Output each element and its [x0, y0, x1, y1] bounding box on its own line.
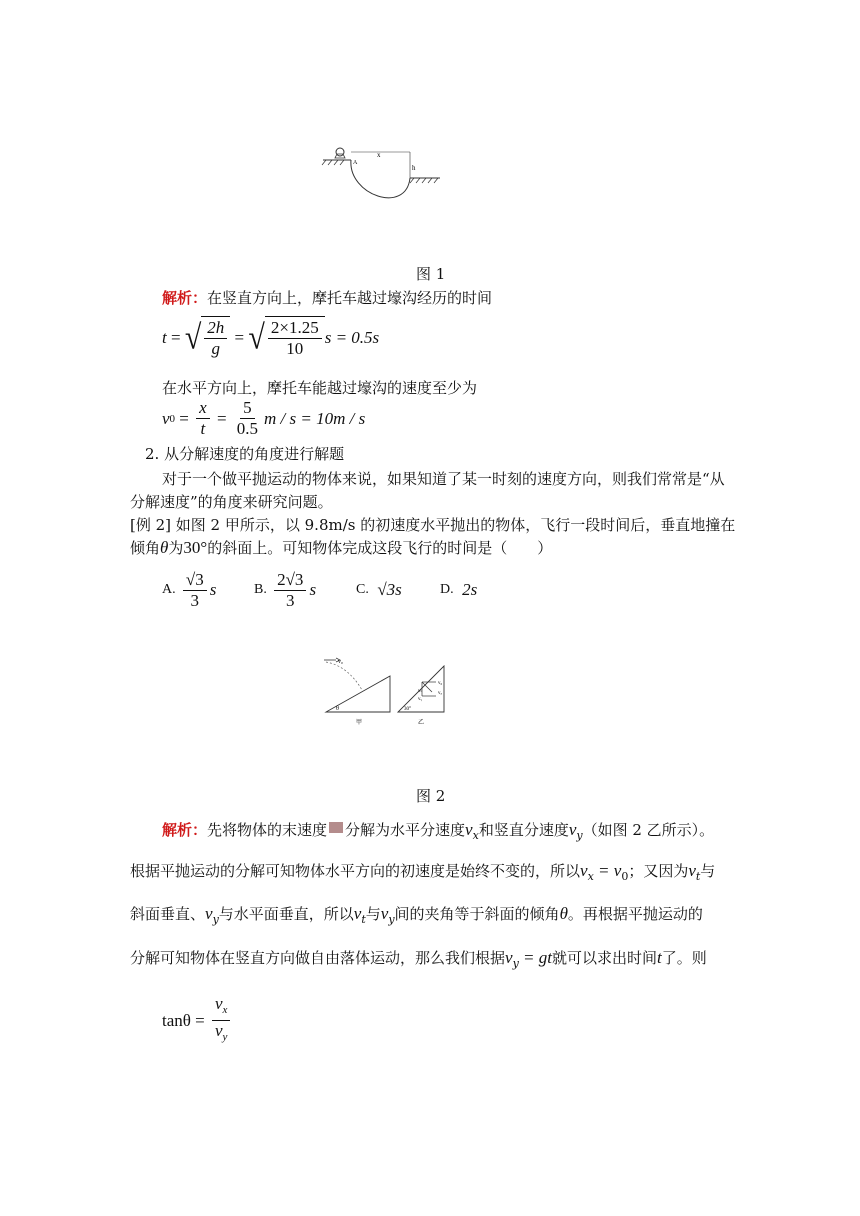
label-theta: θ — [336, 706, 339, 712]
label-a: A — [353, 160, 358, 166]
section-2-para-line-1: 对于一个做平抛运动的物体来说，如果知道了某一时刻的速度方向，则我们常常是“从 — [162, 470, 725, 488]
figure-1-caption: 图 1 — [416, 265, 446, 283]
figure-1-diagram — [318, 140, 448, 206]
example-2-line-2: 倾角θ为30°的斜面上。可知物体完成这段飞行的时间是（ ） — [130, 538, 553, 557]
label-vy: vᵧ — [418, 697, 422, 702]
label-vt: vₜ — [418, 689, 422, 694]
figure-2-caption: 图 2 — [416, 787, 446, 805]
equation-velocity: v 0 = $\frac{x}{t}$ = $\frac{5}{0.5}$ m / s = 10m / s — [162, 398, 366, 438]
solution-2-line-2: 根据平抛运动的分解可知物体水平方向的初速度是始终不变的，所以$v_x = v_0$；又因为$v_t$与 — [130, 861, 716, 883]
solution-1-line-1: 解析：在竖直方向上，摩托车越过壕沟经历的时间 — [162, 289, 493, 307]
label-v0-b: v₀ — [438, 681, 443, 686]
option-d: D. 2s — [440, 580, 478, 599]
option-a: A. $\frac{√3}{3}$ s — [162, 569, 217, 610]
solution-2-line-3: 斜面垂直、$v_y$与水平面垂直，所以$v_t$与$v_y$间的夹角等于斜面的倾角θ。再根据平抛运动的 — [130, 904, 703, 926]
label-v0: v₀ — [338, 659, 344, 665]
equation-time: t = √ $\frac{2h}{g}$ = √ $\frac{2\times 1.25}{10}$ s = 0.5s — [162, 318, 380, 358]
label-vx: vₓ — [438, 691, 442, 696]
label-h: h — [412, 164, 416, 172]
label-yi: 乙 — [418, 719, 425, 726]
solution-1-line-2: 在水平方向上，摩托车能越过壕沟的速度至少为 — [162, 379, 478, 397]
label-x: x — [377, 151, 381, 159]
option-c: C. √3s — [356, 580, 402, 599]
section-2-para-line-2: 分解速度”的角度来研究问题。 — [130, 493, 333, 511]
figure-2-diagram — [318, 652, 448, 736]
solution-2-line-1: 解析：先将物体的末速度 分解为水平分速度$v_x$和竖直分速度$v_y$（如图 2 乙所示）。 — [162, 820, 715, 842]
example-2-line-1: [例 2] 如图 2 甲所示，以 9.8m/s 的初速度水平抛出的物体，飞行一段时间后，垂直地撞在 — [130, 516, 736, 534]
label-jia: 甲 — [356, 719, 363, 726]
solution-2-line-4: 分解可知物体在竖直方向做自由落体运动，那么我们根据$v_y$ = gt就可以求出时间t了。则 — [130, 948, 707, 970]
velocity-image-icon — [329, 822, 343, 833]
label-angle: 30° — [404, 707, 411, 712]
section-2-heading: 2. 从分解速度的角度进行解题 — [145, 445, 345, 463]
solution-label: 解析： — [162, 289, 208, 307]
equation-tan: tanθ = $\frac{v_x}{v_y}$ — [162, 994, 233, 1047]
option-b: B. $\frac{2√3}{3}$ s — [254, 569, 317, 610]
